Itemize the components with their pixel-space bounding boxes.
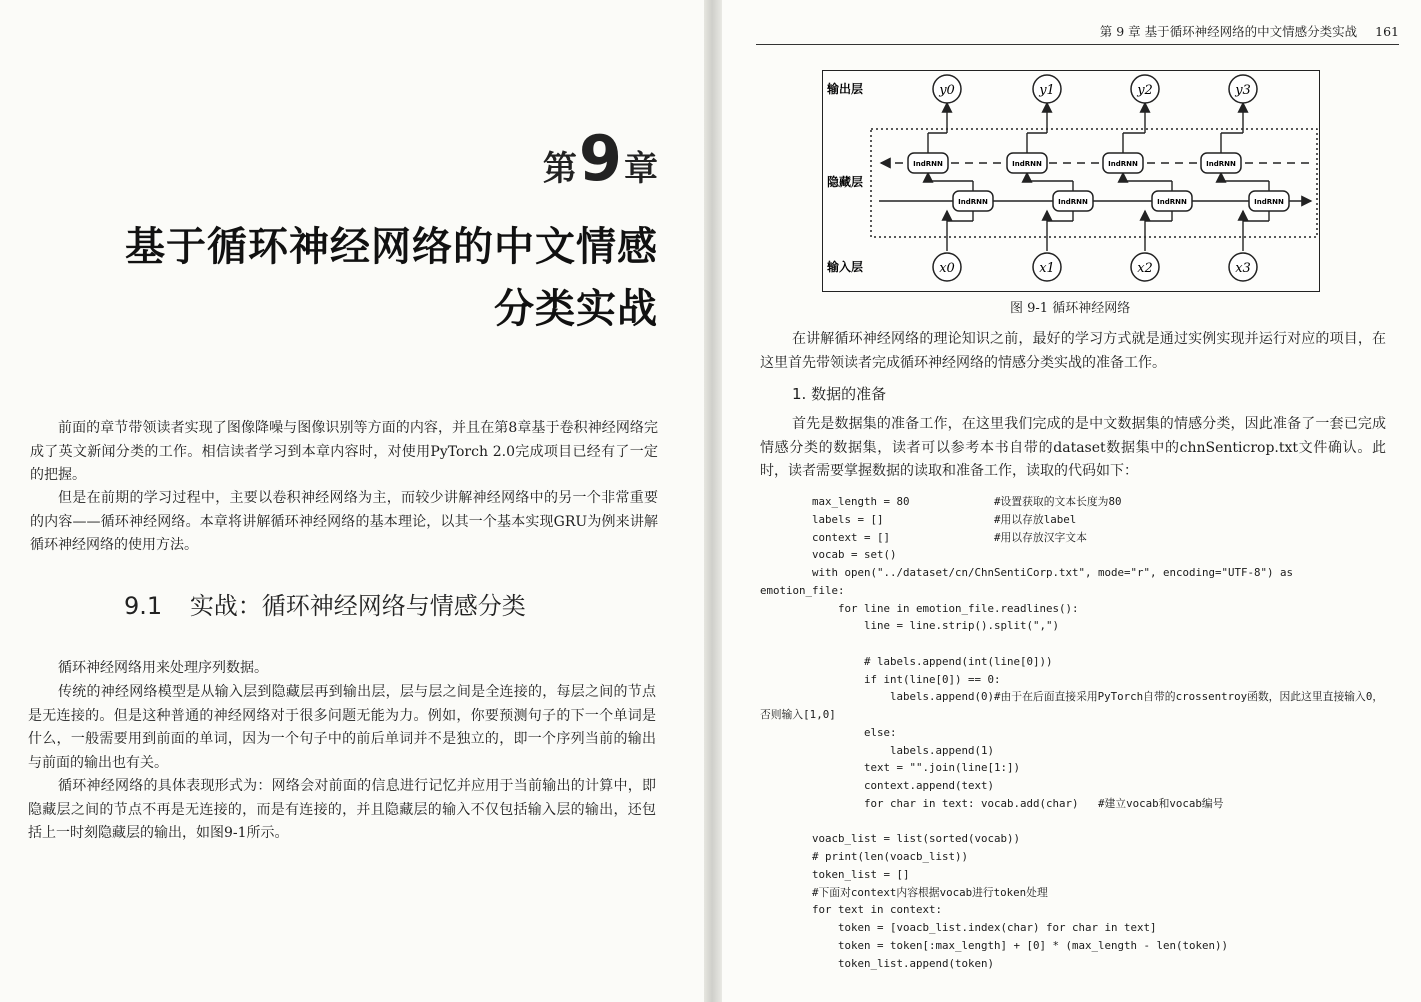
input-node-label: x1 [1039, 261, 1055, 276]
input-node-label: x3 [1235, 261, 1251, 276]
page-number: 161 [1375, 24, 1399, 39]
chapter-title-line1: 基于循环神经网络的中文情感 [125, 224, 658, 270]
body-paragraph-3: 循环神经网络的具体表现形式为：网络会对前面的信息进行记忆并应用于当前输出的计算中，即隐藏层之间的节点不再是无连接的，而是有连接的，并且隐藏层的输入不仅包括输入层的输出，还包括上一时刻隐藏层的输出，如图9-1所示。 [28, 778, 656, 841]
chapter-prefix: 第 [542, 149, 577, 189]
chapter-title [125, 216, 658, 340]
indrnn-cell-label: IndRNN [913, 160, 943, 168]
intro-paragraph-2: 但是在前期的学习过程中，主要以卷积神经网络为主，而较少讲解神经网络中的另一个非常重要的内容——循环神经网络。本章将讲解循环神经网络的基本理论，以其一个基本实现GRU为例来讲解循环神经网络的使用方法。 [30, 490, 658, 553]
running-head-title: 第 9 章 基于循环神经网络的中文情感分类实战 [1099, 24, 1358, 39]
indrnn-cell-label: IndRNN [1012, 160, 1042, 168]
input-layer-label: 输入层 [827, 260, 864, 274]
section-heading [124, 586, 526, 621]
indrnn-cell-label: IndRNN [1157, 198, 1187, 206]
left-page [0, 0, 704, 1002]
indrnn-cell-label: IndRNN [1254, 198, 1284, 206]
chapter-number [542, 122, 658, 195]
output-node-label: y3 [1235, 83, 1251, 98]
output-node-label: y1 [1039, 83, 1055, 98]
body-paragraph-2: 传统的神经网络模型是从输入层到隐藏层再到输出层，层与层之间是全连接的，每层之间的节点是无连接的。但是这种普通的神经网络对于很多问题无能为力。例如，你要预测句子的下一个单词是什么，一般需要用到前面的单词，因为一个句子中的前后单词并不是独立的，即一个序列当前的输出与前面的输出也有关。 [28, 684, 656, 771]
running-head [756, 22, 1399, 45]
right-paragraph-1: 在讲解循环神经网络的理论知识之前，最好的学习方式就是通过实例实现并运行对应的项目，在这里首先带领读者完成循环神经网络的情感分类实战的准备工作。 [760, 331, 1386, 371]
indrnn-cell-label: IndRNN [958, 198, 988, 206]
indrnn-cell-label: IndRNN [1206, 160, 1236, 168]
section-number: 9.1 [124, 592, 163, 620]
chapter-suffix: 章 [624, 149, 658, 189]
output-node-label: y0 [939, 83, 955, 98]
input-node-label: x0 [939, 261, 955, 276]
right-paragraph-2: 首先是数据集的准备工作，在这里我们完成的是中文数据集的情感分类，因此准备了一套已完成情感分类的数据集，读者可以参考本书自带的dataset数据集中的chnSenticrop.txt文件确认。此时，读者需要掌握数据的读取和准备工作，读取的代码如下： [760, 416, 1386, 479]
chapter-title-line2: 分类实战 [494, 286, 658, 332]
input-node-label: x2 [1137, 261, 1153, 276]
intro-paragraph-1: 前面的章节带领读者实现了图像降噪与图像识别等方面的内容，并且在第8章基于卷积神经网络完成了英文新闻分类的工作。相信读者学习到本章内容时，对使用PyTorch 2.0完成项目已经有了一定的把握。 [30, 420, 658, 483]
book-gutter [704, 0, 722, 1002]
chapter-digit: 9 [578, 122, 622, 195]
section-title: 实战：循环神经网络与情感分类 [189, 592, 526, 620]
output-layer-label: 输出层 [827, 82, 864, 96]
figure-caption: 图 9-1 循环神经网络 [1010, 301, 1131, 316]
rnn-diagram [823, 71, 1319, 291]
indrnn-cell-label: IndRNN [1108, 160, 1138, 168]
code-block: max_length = 80 #设置获取的文本长度为80 labels = [] #用以存放label context = [] #用以存放汉字文本 vocab = set() with open("../dataset/cn/ChnSentiCorp.txt", mode="r", encoding="UTF-8") as emotion_file: for line in emotion_file.readlines(): line = line.strip().split(",") # labels.append(int(line[0])) if int(line[0]) == 0: labels.append(0)#由于在后面直接采用PyTorch自带的crossentroy函数，因此这里直接输入0， 否则输入[1,0] else: labels.append(1) text = "".join(line[1:]) context.append(text) for char in text: vocab.add(char) #建立vocab和vocab编号 voacb_list = list(sorted(vocab)) # print(len(voacb_list)) token_list = [] #下面对context内容根据vocab进行token处理 for text in context: token = [voacb_list.index(char) for char in text] token = token[:max_length] + [0] * (max_length - len(token)) token_list.append(token) [760, 495, 1384, 970]
right-page [722, 0, 1421, 1002]
indrnn-cell-label: IndRNN [1058, 198, 1088, 206]
body-paragraph-1: 循环神经网络用来处理序列数据。 [58, 660, 268, 676]
hidden-layer-label: 隐藏层 [827, 175, 864, 189]
subheading-data-prep: 1. 数据的准备 [792, 385, 887, 403]
rnn-figure [822, 70, 1320, 292]
output-node-label: y2 [1137, 83, 1153, 98]
